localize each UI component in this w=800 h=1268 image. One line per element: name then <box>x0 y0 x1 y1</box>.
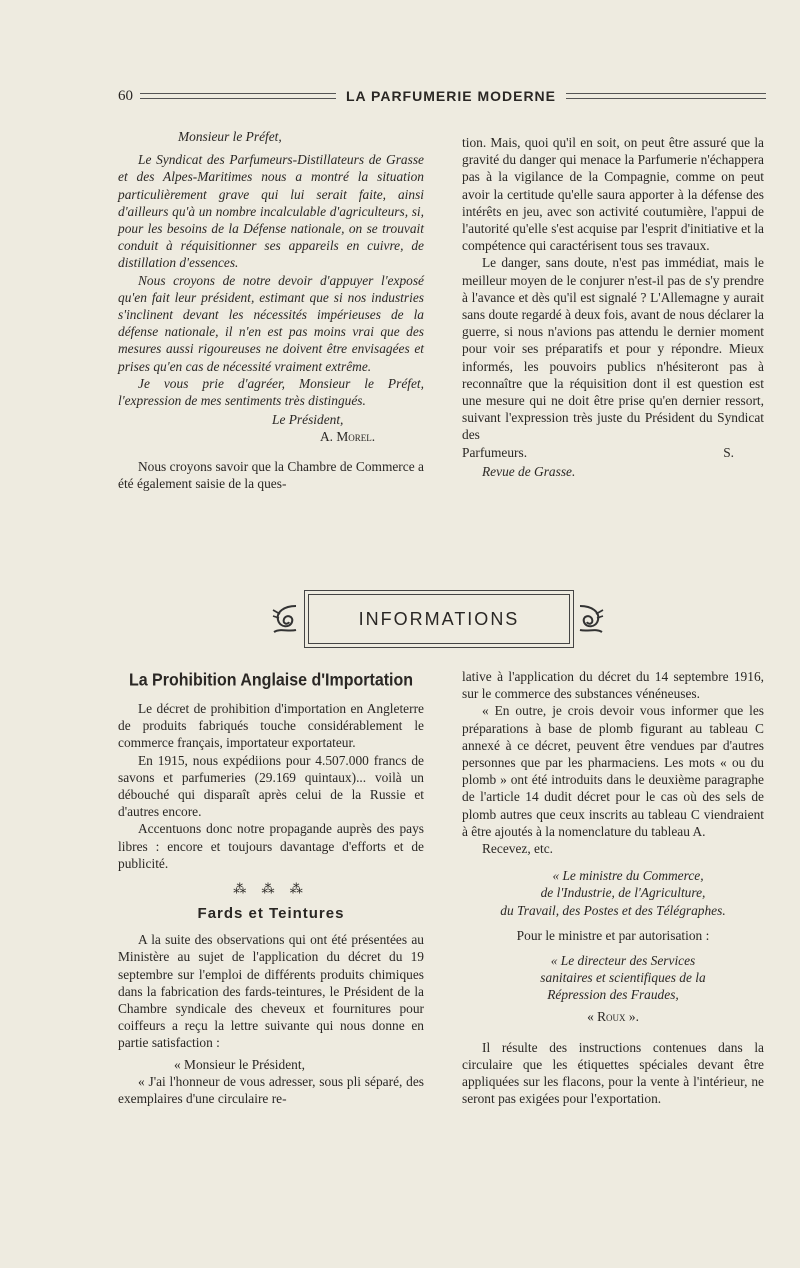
article-paragraph-end: Parfumeurs. <box>462 444 528 460</box>
director-signature <box>462 952 764 1025</box>
banner-frame <box>308 594 570 644</box>
minister-signature <box>462 867 764 919</box>
article-paragraph: tion. Mais, quoi qu'il en soit, on peut être assuré que la gravité du danger qui menace la Parfumerie n'échappera pas à la vigilance de la Compagnie, comme on peut avoir la certitude qu'elle saura apporter à la défense des intérêts en jeu, avec son activité coutumière, l'appui de l'autorité qu'elle s'est acquise par l'esprit d'initiative et la compétence qui caractérisent tous ses travaux. <box>462 135 764 254</box>
letter-paragraph: lative à l'application du décret du 14 septembre 1916, sur le commerce des substances vénéneuses. <box>462 669 764 702</box>
signature-name: « Roux ». <box>587 1008 639 1024</box>
article-paragraph: Nous croyons savoir que la Chambre de Commerce a été également saisie de la ques- <box>118 458 424 491</box>
article-paragraph: En 1915, nous expédiions pour 4.507.000 francs de savons et parfumeries (29.169 quintaux)... voilà un débouché qui disparaît après celui de la Russie et d'autres encore. <box>118 752 424 820</box>
article-paragraph: Le décret de prohibition d'importation en Angleterre de produits fabriqués touche considérablement le commerce français, importateur exportateur. <box>118 701 424 751</box>
letter-paragraph: « J'ai l'honneur de vous adresser, sous pli séparé, des exemplaires d'une circulaire re- <box>118 1073 424 1107</box>
signature-line: « Le directeur des Services <box>550 953 696 969</box>
article-heading: La Prohibition Anglaise d'Importation <box>128 671 414 690</box>
page-header <box>118 86 766 106</box>
signature-line: de l'Industrie, de l'Agriculture, <box>540 885 706 901</box>
section-separator: ⁂ ⁂ ⁂ <box>233 881 309 897</box>
letter-closing: Recevez, etc. <box>482 841 553 857</box>
right-ornament-icon <box>576 602 606 636</box>
signature-line: du Travail, des Postes et des Télégraphes. <box>500 902 726 918</box>
signature-title: Le Président, <box>272 412 344 428</box>
article-signature-line <box>462 444 764 461</box>
header-rule-right <box>566 93 766 99</box>
header-rule-left <box>140 93 336 99</box>
signature-line: sanitaires et scientifiques de la <box>540 970 706 986</box>
article-paragraph: A la suite des observations qui ont été présentées au Ministère au sujet de l'application du décret du 19 septembre sur l'emploi de différents produits chimiques dans la fabrication des fards-teintures, le Président de la Chambre syndicale des cheveux et fournitures pour coiffeurs a reçu la lettre suivante qui nous donne en partie satisfaction : <box>118 932 424 1051</box>
section-banner <box>270 592 606 648</box>
letter-paragraph: « En outre, je crois devoir vous informer que les préparations à base de plomb figurant au tableau C annexé à ce décret, peuvent être vendues par d'autres personnes que par les pharmaciens. Les mots « ou du plomb » ont été introduits dans le deuxième paragraphe de l'article 14 dudit décret pour le cas où des sels de plomb autres que ceux inscrits au tableau C viendraient à être ajoutés à la nomenclature du tableau A. <box>462 703 764 839</box>
article-paragraph: Accentuons donc notre propagande auprès des pays libres : encore et toujours davantage d'efforts et de publicité. <box>118 821 424 871</box>
letter-column <box>118 128 424 492</box>
informations-column-left <box>118 670 424 1107</box>
section-title: INFORMATIONS <box>358 609 520 629</box>
article-heading: Fards et Teintures <box>197 905 345 923</box>
left-ornament-icon <box>270 602 300 636</box>
letter-closing: Je vous prie d'agréer, Monsieur le Préfet, l'expression de mes sentiments très distingués. <box>118 375 424 409</box>
page-number: 60 <box>118 88 133 104</box>
signature-name: A. Morel. <box>320 429 376 445</box>
signature-line: « Le ministre du Commerce, <box>552 868 704 884</box>
authorization-line: Pour le ministre et par autorisation : <box>516 927 710 943</box>
article-source: Revue de Grasse. <box>482 463 576 479</box>
letter-paragraph: Nous croyons de notre devoir d'appuyer l'exposé qu'en fait leur président, estimant que si nos industries s'inclinent devant les nécessités impérieuses de la défense nationale, il n'en est pas moins vrai que des mesures aussi rigoureuses ne doivent être envisagées et prises qu'en cas de nécessité vraiment extrême. <box>118 272 424 374</box>
signature-line: Répression des Fraudes, <box>547 987 679 1003</box>
letter-salutation: « Monsieur le Président, <box>174 1056 305 1072</box>
article-column <box>462 134 764 480</box>
journal-title: LA PARFUMERIE MODERNE <box>346 88 556 104</box>
article-paragraph: Le danger, sans doute, n'est pas immédiat, mais le meilleur moyen de le conjurer n'est-il pas de s'y prendre à l'avance et dès qu'il est signalé ? L'Allemagne y aurait sans doute regardé à deux fois, avant de nous déclarer la guerre, si nous n'avions pas attendu le dernier moment pour voir ses préparatifs et pour y répondre. Mieux informés, les pouvoirs publics n'hésiteront pas à reconnaître que la réquisition dont il est question est une mesure qui ne doit être prise qu'en dernier ressort, suivant l'expression très juste du Président du Syndicat des <box>462 255 764 443</box>
article-author-initial: S. <box>723 444 734 460</box>
letter-salutation: Monsieur le Préfet, <box>178 129 282 144</box>
letter-paragraph: Le Syndicat des Parfumeurs-Distillateurs de Grasse et des Alpes-Maritimes nous a montré la situation particulièrement grave qui lui serait faite, ainsi d'ailleurs qu'à un nombre incalculable d'agriculteurs, si, pour les besoins de la Défense nationale, on se trouvait conduit à réquisitionner ses appareils en cuivre, de distillation d'essences. <box>118 152 424 271</box>
informations-column-right <box>462 668 764 1108</box>
article-paragraph: Il résulte des instructions contenues dans la circulaire que les étiquettes spéciales devant être appliquées sur les flacons, pour la vente à l'intérieur, ne seront pas exigées pour l'exportation. <box>462 1039 764 1107</box>
